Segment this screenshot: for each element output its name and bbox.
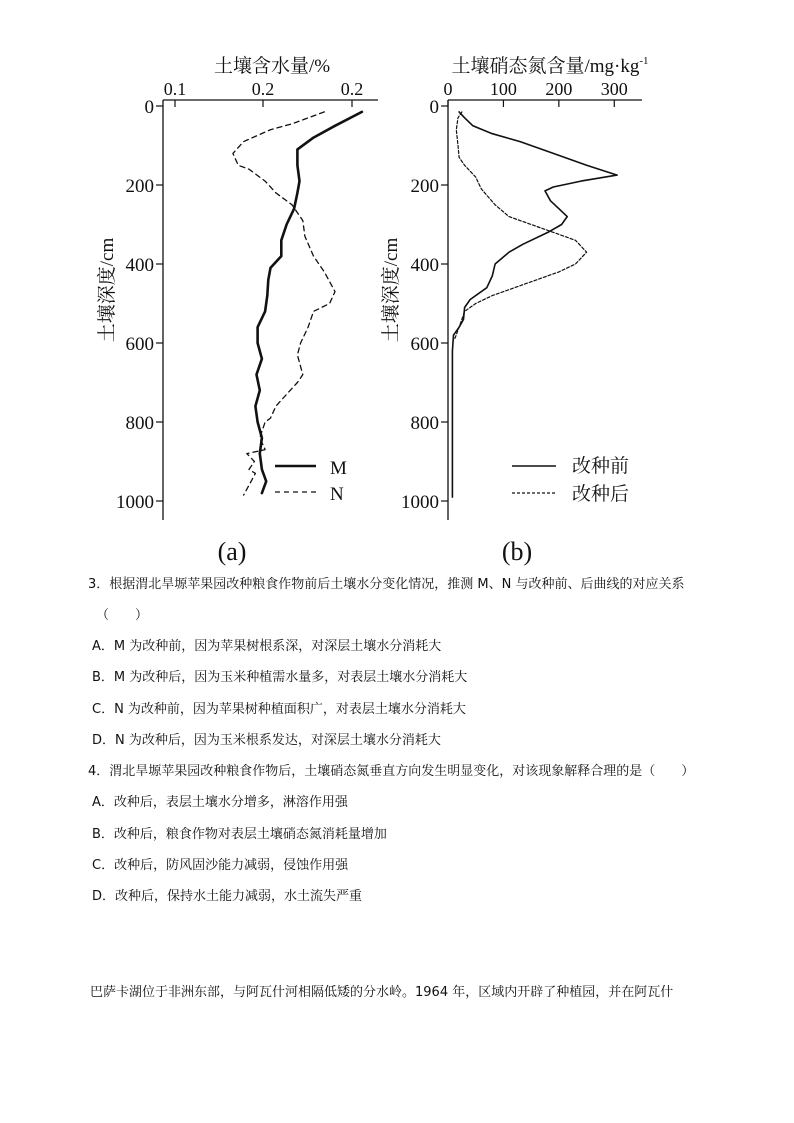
- question-4-stem: 4．渭北旱塬苹果园改种粮食作物后，土壤硝态氮垂直方向发生明显变化，对该现象解释合理的是（ ）: [88, 764, 695, 779]
- question-4-option-a: A．改种后，表层土壤水分增多，淋溶作用强: [92, 795, 348, 810]
- question-3-option-b: B．M 为改种后，因为玉米种植需水量多，对表层土壤水分消耗大: [92, 670, 468, 685]
- chart-a-y-tick-label: 800: [125, 413, 154, 434]
- question-4-option-b: B．改种后，粮食作物对表层土壤硝态氮消耗量增加: [92, 827, 387, 842]
- legend-label-before: 改种前: [572, 456, 630, 477]
- chart-soil-nitrate: [380, 55, 649, 566]
- chart-b-series-solid-line: [452, 112, 617, 497]
- legend-label-after: 改种后: [572, 484, 630, 505]
- chart-a-y-tick-label: 200: [125, 176, 154, 197]
- question-4-option-d: D．改种后，保持水土能力减弱，水土流失严重: [92, 889, 363, 904]
- chart-b-title-superscript: -1: [639, 55, 649, 67]
- chart-a-y-tick-label: 400: [125, 255, 154, 276]
- chart-b-ylabel: 土壤深度/cm: [381, 237, 402, 343]
- question-3-option-a: A．M 为改种前，因为苹果树根系深，对深层土壤水分消耗大: [92, 639, 442, 654]
- chart-b-title-main: 土壤硝态氮含量/mg·kg: [451, 56, 640, 77]
- chart-a-y-tick-label: 1000: [116, 492, 154, 513]
- chart-a-x-tick-label: 0.2: [340, 79, 364, 99]
- panel-label-b: (b): [501, 537, 533, 566]
- chart-b-x-tick-label: 300: [600, 79, 628, 99]
- question-3-stem: 3．根据渭北旱塬苹果园改种粮食作物前后土壤水分变化情况，推测 M、N 与改种前、后曲线的对应关系: [88, 577, 685, 592]
- chart-b-x-tick-label: 100: [489, 79, 517, 99]
- chart-a-legend: [275, 458, 347, 505]
- chart-a-y-tick-label: 600: [125, 334, 154, 355]
- chart-a-title: 土壤含水量/%: [213, 56, 331, 77]
- question-4-option-c: C．改种后，防风固沙能力减弱，侵蚀作用强: [92, 858, 349, 873]
- chart-b-y-tick-label: 800: [410, 413, 439, 434]
- passage-paragraph: 巴萨卡湖位于非洲东部，与阿瓦什河相隔低矮的分水岭。1964 年，区域内开辟了种植园，并在阿瓦什: [90, 985, 674, 1000]
- chart-a-x-tick-label: 0.1: [163, 79, 187, 99]
- chart-a-y-tick-label: 0: [144, 97, 154, 118]
- chart-b-title: [451, 55, 648, 77]
- legend-label-n: N: [330, 484, 344, 505]
- chart-b-x-tick-label: 200: [545, 79, 573, 99]
- chart-b-y-tick-label: 400: [410, 255, 439, 276]
- chart-a-x-tick-label: 0.2: [251, 79, 275, 99]
- chart-a-series-dashed-line: [233, 112, 335, 495]
- chart-a-ylabel: 土壤深度/cm: [97, 237, 118, 343]
- question-3-blank: （ ）: [96, 608, 149, 623]
- chart-b-y-tick-label: 600: [410, 334, 439, 355]
- question-3-option-d: D．N 为改种后，因为玉米根系发达，对深层土壤水分消耗大: [92, 733, 441, 748]
- chart-b-y-tick-label: 0: [429, 97, 439, 118]
- chart-a-series-solid-line: [255, 112, 362, 493]
- panel-label-a: (a): [217, 537, 247, 566]
- chart-b-y-tick-label: 200: [410, 176, 439, 197]
- chart-b-legend: [512, 455, 629, 505]
- question-3-option-c: C．N 为改种前，因为苹果树种植面积广，对表层土壤水分消耗大: [92, 702, 466, 717]
- legend-label-m: M: [330, 458, 347, 479]
- chart-b-x-tick-label: 0: [443, 79, 453, 99]
- chart-soil-moisture: [96, 55, 378, 566]
- chart-b-series-dashed-line: [455, 112, 587, 339]
- chart-b-y-tick-label: 1000: [401, 492, 439, 513]
